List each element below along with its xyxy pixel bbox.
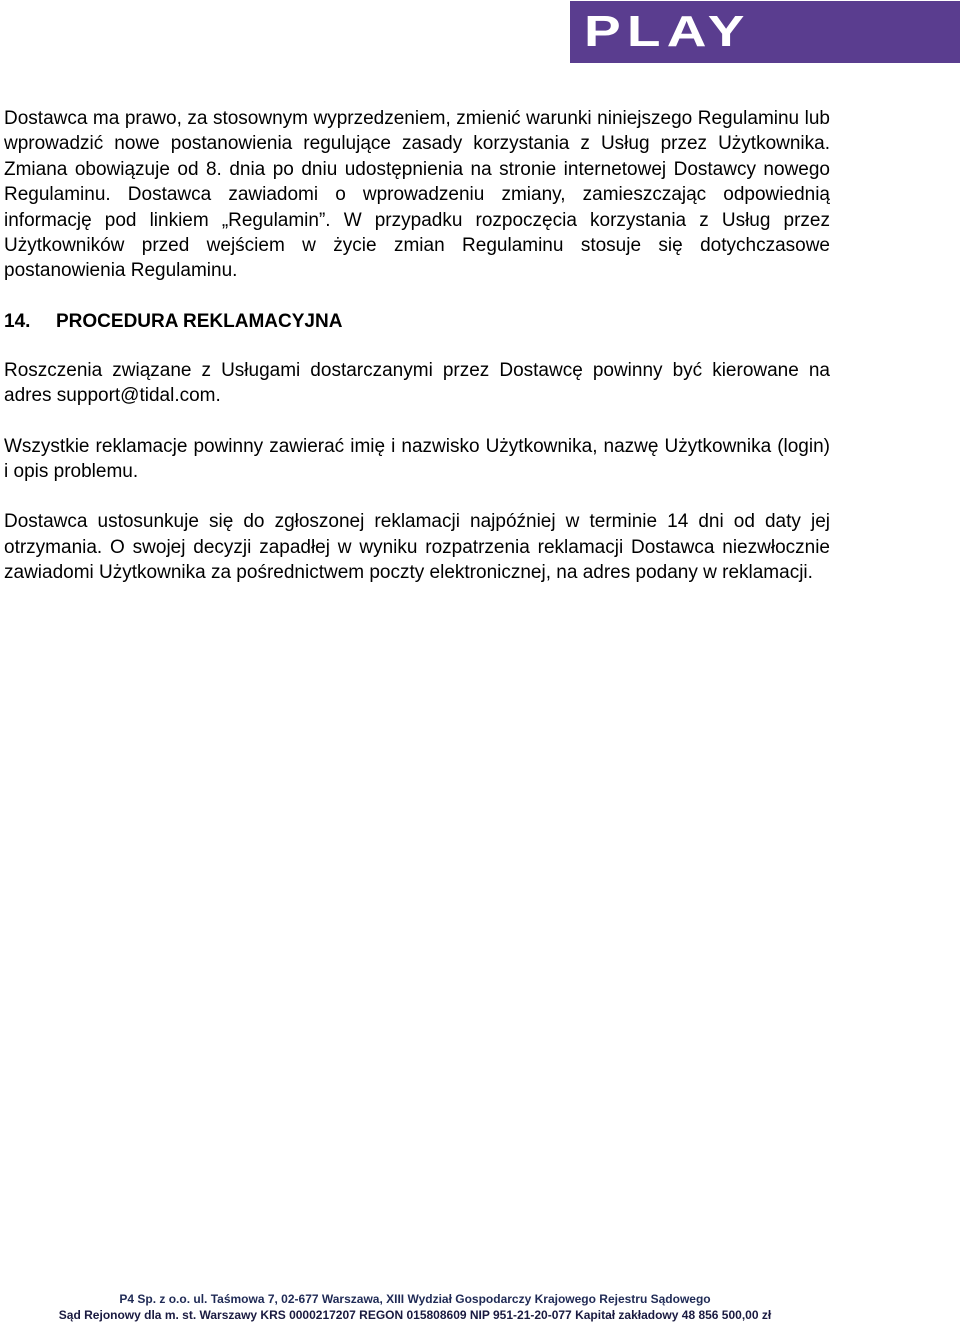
footer-line-registration: Sąd Rejonowy dla m. st. Warszawy KRS 0000217207 REGON 015808609 NIP 951-21-20-077 Kapitał zakładowy 48 856 500,00 zł (58, 1307, 772, 1322)
play-logo-text: PLAY (584, 7, 751, 56)
document-body (4, 106, 830, 586)
footer-line-address: P4 Sp. z o.o. ul. Taśmowa 7, 02-677 Warszawa, XIII Wydział Gospodarczy Krajowego Rejestru Sądowego (119, 1292, 711, 1306)
section-title: PROCEDURA REKLAMACYJNA (56, 310, 343, 332)
paragraph-terms-change: Dostawca ma prawo, za stosownym wyprzedzeniem, zmienić warunki niniejszego Regulaminu lub wprowadzić nowe postanowienia regulujące zasady korzystania z Usług przez Użytkownika. Zmiana obowiązuje od 8. dnia po dniu udostępnienia na stronie internetowej Dostawcy nowego Regulaminu. Dostawca zawiadomi o wprowadzeniu zmiany, zamieszczając odpowiednią informację pod linkiem „Regulamin”. W przypadku rozpoczęcia korzystania z Usług przez Użytkowników przed wejściem w życie zmian Regulaminu stosuje się dotychczasowe postanowienia Regulaminu. (4, 108, 830, 282)
company-footer (0, 1292, 830, 1323)
section-heading (4, 309, 830, 334)
play-logo (570, 1, 960, 63)
paragraph-complaint-contents: Wszystkie reklamacje powinny zawierać imię i nazwisko Użytkownika, nazwę Użytkownika (login) i opis problemu. (4, 435, 830, 483)
section-number: 14. (4, 310, 31, 332)
paragraph-claims-address: Roszczenia związane z Usługami dostarczanymi przez Dostawcę powinny być kierowane na adres support@tidal.com. (4, 359, 830, 407)
paragraph-complaint-response: Dostawca ustosunkuje się do zgłoszonej reklamacji najpóźniej w terminie 14 dni od daty jej otrzymania. O swojej decyzji zapadłej w wyniku rozpatrzenia reklamacji Dostawca niezwłocznie zawiadomi Użytkownika za pośrednictwem poczty elektronicznej, na adres podany w reklamacji. (4, 511, 830, 584)
